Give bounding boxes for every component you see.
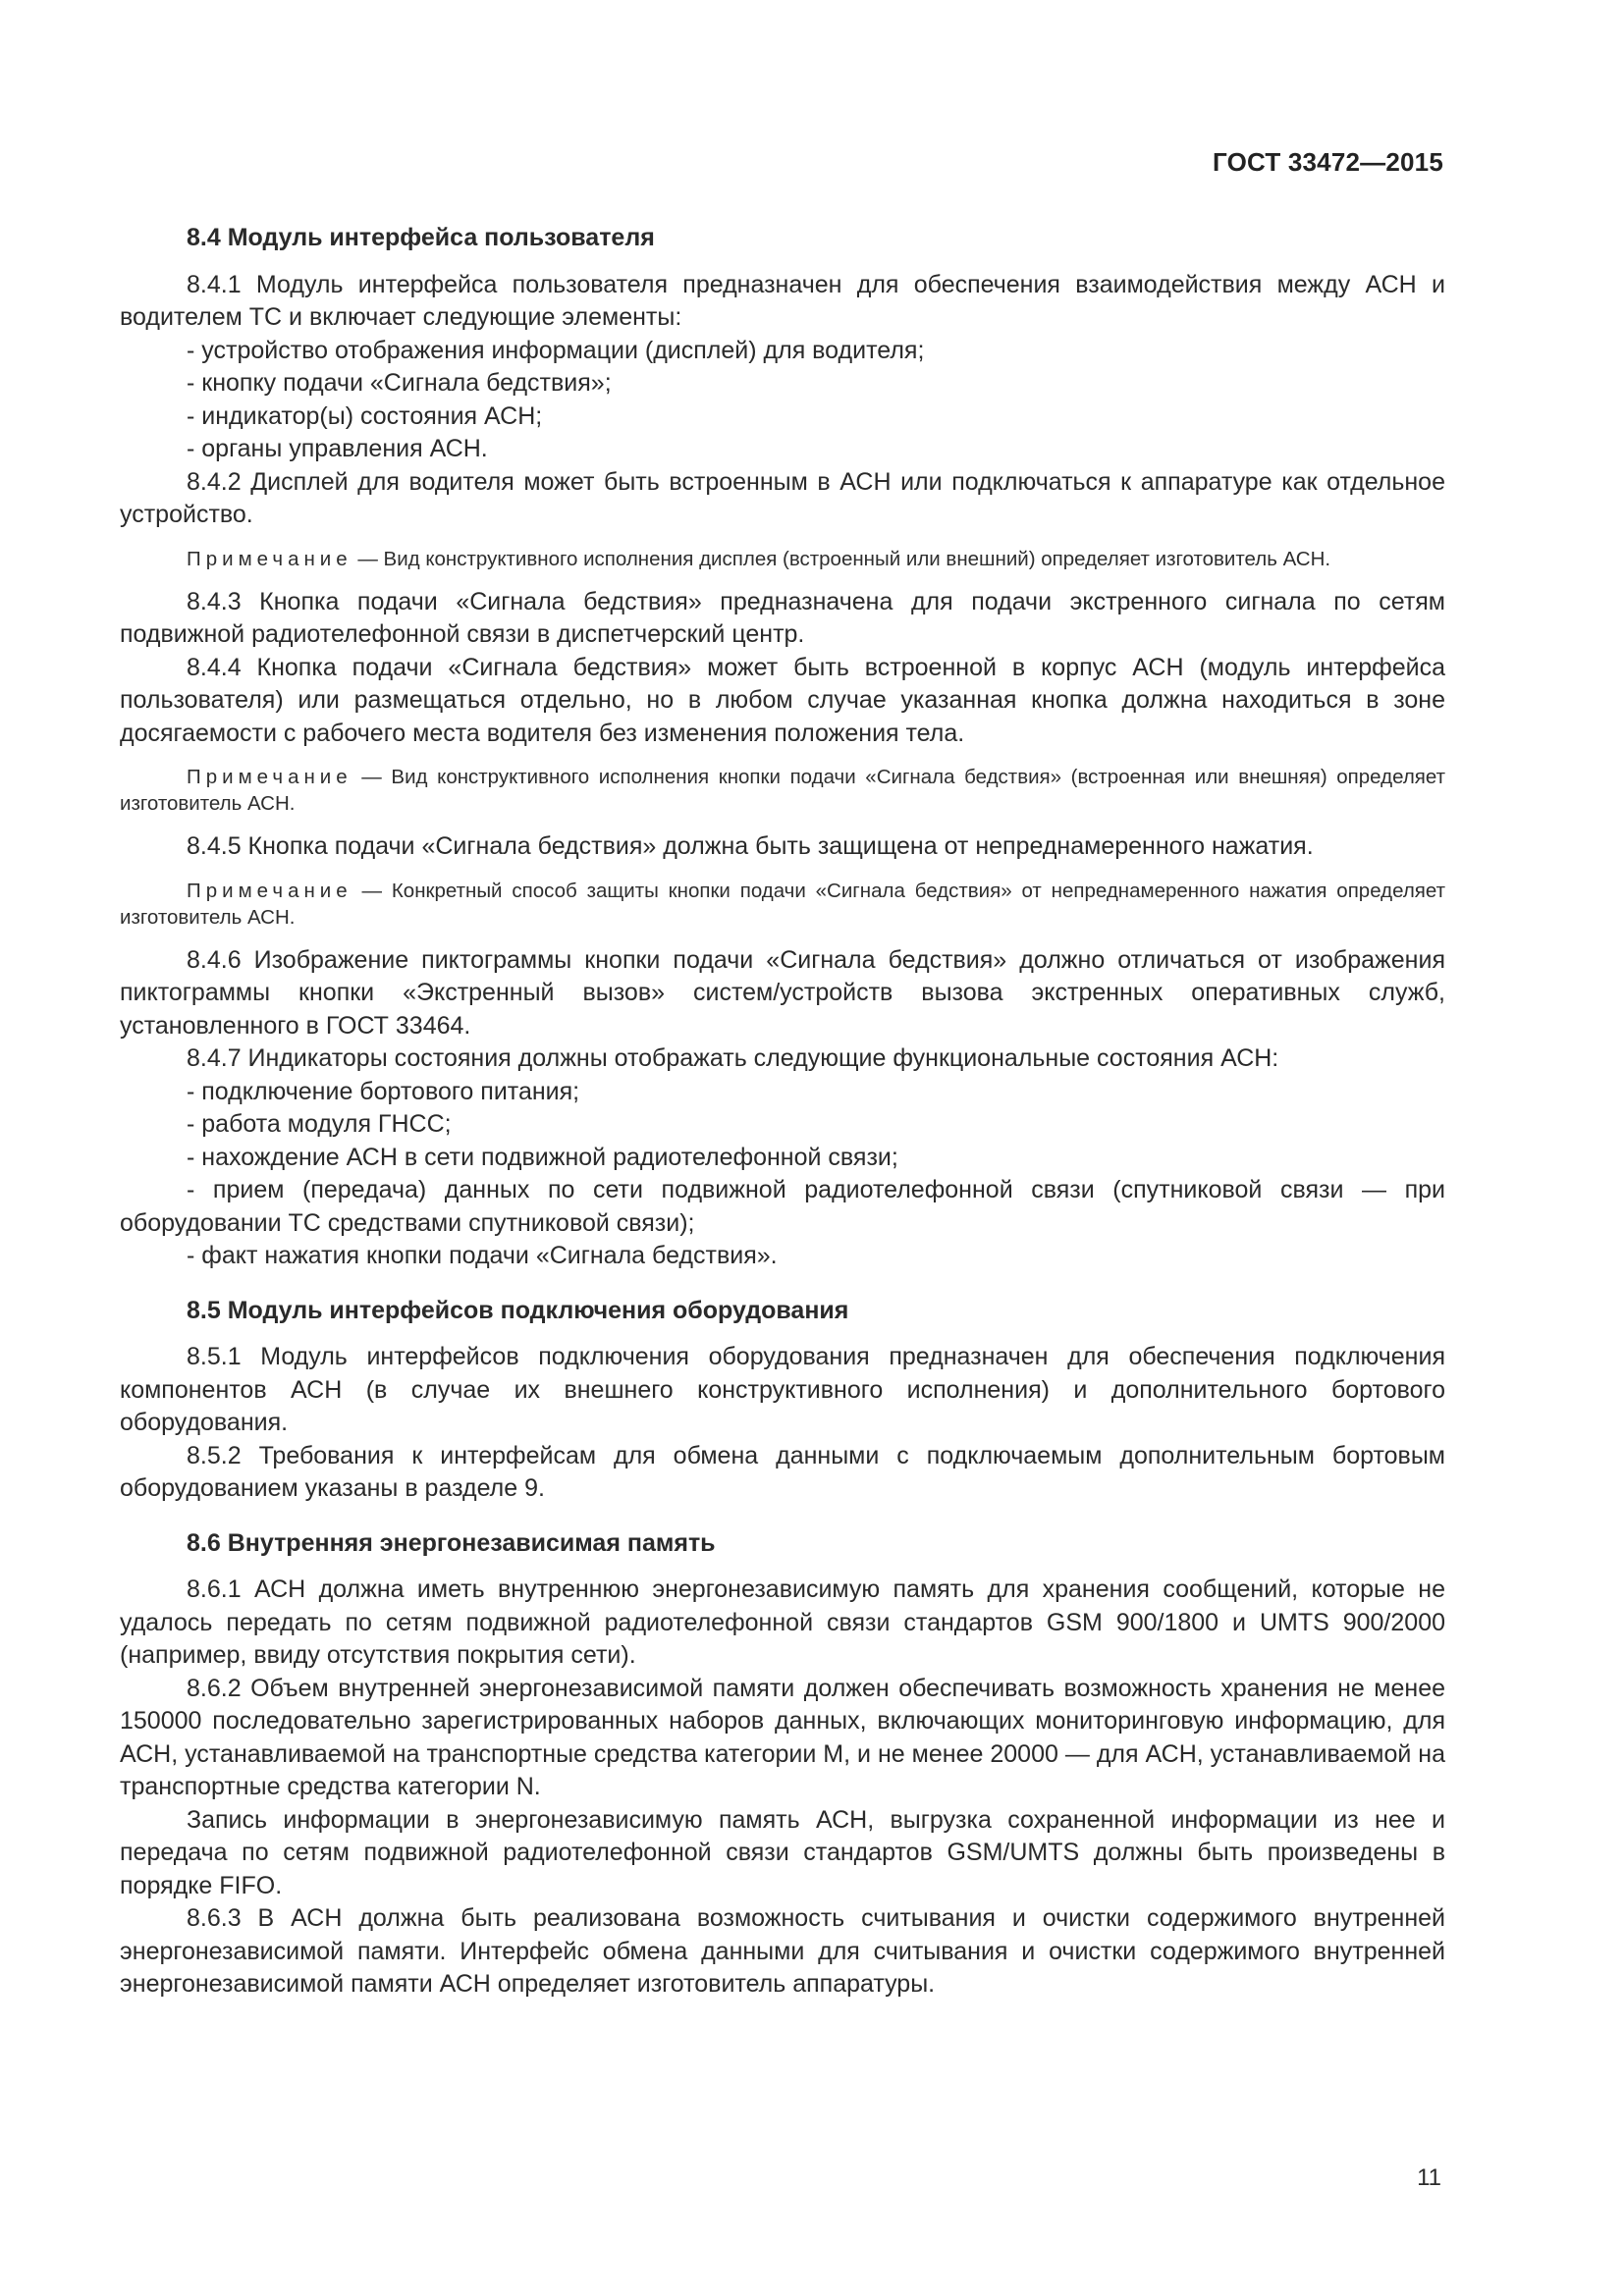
note-text: — Вид конструктивного исполнения дисплея (встроенный или внешний) определяет изготовитель АСН. xyxy=(357,547,1331,570)
list-item: - работа модуля ГНСС; xyxy=(187,1110,452,1138)
paragraph-8-4-1: 8.4.1 Модуль интерфейса пользователя предназначен для обеспечения взаимодействия между АСН и водителем ТС и включает следующие элементы: xyxy=(120,270,1445,331)
page-content xyxy=(120,222,1445,2002)
paragraph-fifo: Запись информации в энергонезависимую память АСН, выгрузка сохраненной информации из нее и передача по сетям подвижной радиотелефонной связи стандартов GSM/UMTS должны быть произведены в порядке FIFO. xyxy=(120,1805,1445,1899)
section-8-6-title: 8.6 Внутренняя энергонезависимая память xyxy=(187,1528,716,1557)
section-8-4-title: 8.4 Модуль интерфейса пользователя xyxy=(187,224,655,251)
paragraph-8-4-7: 8.4.7 Индикаторы состояния должны отображать следующие функциональные состояния АСН: xyxy=(187,1044,1279,1072)
note-label: Примечание xyxy=(187,879,352,902)
note-text: — Вид конструктивного исполнения кнопки подачи «Сигнала бедствия» (встроенная или внешняя) определяет изготовитель АСН. xyxy=(120,766,1445,815)
list-item: - органы управления АСН. xyxy=(187,435,488,462)
note-3 xyxy=(120,878,1445,931)
paragraph-8-5-1: 8.5.1 Модуль интерфейсов подключения оборудования предназначен для обеспечения подключения компонентов АСН (в случае их внешнего конструктивного исполнения) и дополнительного бортового оборудования. xyxy=(120,1343,1445,1436)
paragraph-8-4-2: 8.4.2 Дисплей для водителя может быть встроенным в АСН или подключаться к аппаратуре как отдельное устройство. xyxy=(120,467,1445,528)
section-8-5-title: 8.5 Модуль интерфейсов подключения оборудования xyxy=(187,1296,849,1324)
list-item: - индикатор(ы) состояния АСН; xyxy=(187,401,543,430)
paragraph-8-4-3: 8.4.3 Кнопка подачи «Сигнала бедствия» предназначена для подачи экстренного сигнала по сетям подвижной радиотелефонной связи в диспетчерский центр. xyxy=(120,587,1445,648)
note-2 xyxy=(120,764,1445,817)
note-1 xyxy=(120,546,1445,572)
document-code: ГОСТ 33472—2015 xyxy=(1213,147,1443,177)
page-number: 11 xyxy=(1417,2164,1441,2191)
paragraph-8-6-3: 8.6.3 В АСН должна быть реализована возможность считывания и очистки содержимого внутренней энергонезависимой памяти. Интерфейс обмена данными для считывания и очистки содержимого внутренней энергонезависимой памяти АСН определяет изготовитель аппаратуры. xyxy=(120,1904,1445,1998)
paragraph-8-6-2: 8.6.2 Объем внутренней энергонезависимой памяти должен обеспечивать возможность хранения не менее 150000 последовательно зарегистрированных наборов данных, включающих мониторинговую информацию, для АСН, устанавливаемой на транспортные средства категории М, и не менее 20000 — для АСН, устанавливаемой на транспортные средства категории N. xyxy=(120,1674,1445,1800)
paragraph-8-4-6: 8.4.6 Изображение пиктограммы кнопки подачи «Сигнала бедствия» должно отличаться от изображения пиктограммы кнопки «Экстренный вызов» систем/устройств вызова экстренных оперативных служб, установленного в ГОСТ 33464. xyxy=(120,945,1445,1040)
note-text: — Конкретный способ защиты кнопки подачи «Сигнала бедствия» от непреднамеренного нажатия определяет изготовитель АСН. xyxy=(120,879,1446,929)
note-label: Примечание xyxy=(187,766,352,788)
list-item: - устройство отображения информации (дисплей) для водителя; xyxy=(187,336,925,364)
paragraph-8-4-4: 8.4.4 Кнопка подачи «Сигнала бедствия» может быть встроенной в корпус АСН (модуль интерфейса пользователя) или размещаться отдельно, но в любом случае указанная кнопка должна находиться в зоне досягаемости с рабочего места водителя без изменения положения тела. xyxy=(120,653,1445,747)
paragraph-8-4-5: 8.4.5 Кнопка подачи «Сигнала бедствия» должна быть защищена от непреднамеренного нажатия. xyxy=(187,832,1314,860)
paragraph-8-6-1: 8.6.1 АСН должна иметь внутреннюю энергонезависимую память для хранения сообщений, которые не удалось передать по сетям подвижной радиотелефонной связи стандартов GSM 900/1800 и UMTS 900/2000 (например, ввиду отсутствия покрытия сети). xyxy=(120,1575,1445,1669)
list-item: - кнопку подачи «Сигнала бедствия»; xyxy=(187,369,612,397)
list-item: - подключение бортового питания; xyxy=(187,1077,580,1105)
note-label: Примечание xyxy=(187,547,352,570)
list-item: - факт нажатия кнопки подачи «Сигнала бедствия». xyxy=(187,1242,778,1269)
paragraph-8-5-2: 8.5.2 Требования к интерфейсам для обмена данными с подключаемым дополнительным бортовым оборудованием указаны в разделе 9. xyxy=(120,1441,1445,1502)
list-item: - нахождение АСН в сети подвижной радиотелефонной связи; xyxy=(187,1143,898,1171)
list-item: - прием (передача) данных по сети подвижной радиотелефонной связи (спутниковой связи — при оборудовании ТС средствами спутниковой связи); xyxy=(120,1176,1445,1237)
